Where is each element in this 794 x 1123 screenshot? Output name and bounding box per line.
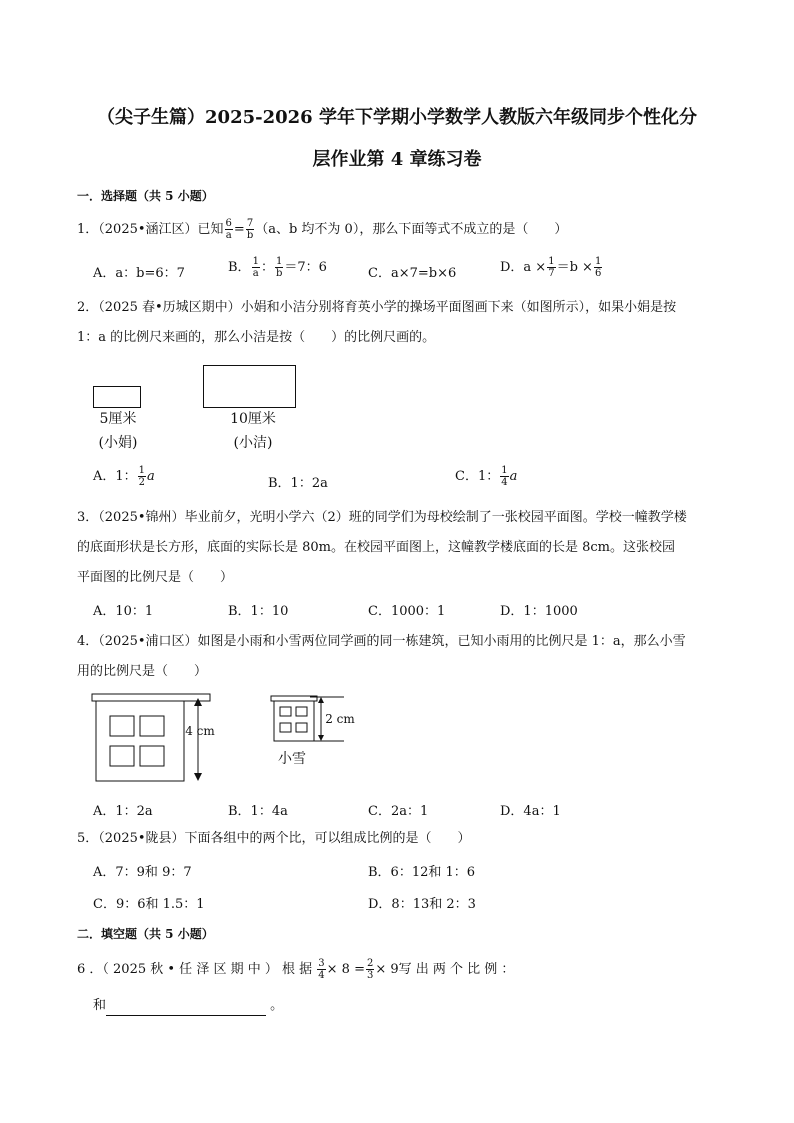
q1-frac-rhs: $\frac{7}{b}$ — [246, 218, 254, 241]
section-choice-heading: 一．选择题（共 5 小题） — [77, 189, 214, 203]
page-title-line1: （尖子生篇）2025-2026 学年下学期小学数学人教版六年级同步个性化分 — [97, 107, 697, 128]
big-window-2 — [140, 716, 164, 736]
figure-xiaojuan-length: 5厘米 — [99, 411, 137, 427]
big-window-1 — [110, 716, 134, 736]
figure-xiaojuan-name: (小娟) — [98, 435, 138, 451]
q1-prefix: 1．（2025•涵江区）已知 — [77, 222, 224, 237]
question-2-line2: 1：a 的比例尺来画的，那么小洁是按（ ）的比例尺画的。 — [77, 330, 436, 345]
q3-option-c[interactable]: C．1000：1 — [368, 604, 446, 619]
q2-option-b[interactable]: B．1：2a — [268, 476, 328, 491]
q4-option-c[interactable]: C．2a：1 — [368, 804, 429, 819]
big-building-body — [96, 701, 184, 781]
page-title-line2: 层作业第 4 章练习卷 — [312, 149, 482, 170]
q1-option-c[interactable]: C．a×7=b×6 — [368, 266, 457, 281]
figure-xiaojie-name: (小洁) — [233, 435, 273, 451]
big-building-height: 4 cm — [185, 724, 215, 738]
question-1: 1．（2025•涵江区）已知 $\frac{6}{a}$ = $\frac{7}{b}$ （a、b 均不为 0），那么下面等式不成立的是（ ） — [77, 218, 568, 241]
question-6-line2: 和 。 — [93, 996, 283, 1016]
question-4-line2: 用的比例尺是（ ） — [77, 664, 208, 679]
figure-xiaojie-rect — [203, 365, 296, 408]
q4-option-a[interactable]: A．1：2a — [93, 804, 153, 819]
q3-option-b[interactable]: B．1：10 — [228, 604, 289, 619]
q3-option-a[interactable]: A．10：1 — [93, 604, 154, 619]
figure-buildings — [88, 690, 368, 790]
question-3-line2: 的底面形状是长方形，底面的实际长是 80m。在校园平面图上，这幢教学楼底面的长是 8cm。这张校园 — [77, 540, 676, 555]
q5-option-b[interactable]: B．6：12和 1：6 — [368, 865, 476, 880]
question-4-line1: 4．（2025•浦口区）如图是小雨和小雪两位同学画的同一栋建筑，已知小雨用的比例尺是 1：a，那么小雪 — [77, 634, 686, 649]
question-3-line1: 3．（2025•锦州）毕业前夕，光明小学六（2）班的同学们为母校绘制了一张校园平面图。学校一幢教学楼 — [77, 510, 687, 525]
q1-frac-lhs: $\frac{6}{a}$ — [225, 218, 232, 241]
figure-xiaojuan-rect — [93, 386, 141, 408]
question-3-line3: 平面图的比例尺是（ ） — [77, 570, 234, 585]
q2-option-c[interactable]: C．1： $\frac{1}{4}$ a — [455, 465, 518, 488]
q1-option-b[interactable]: B． $\frac{1}{a}$ ： $\frac{1}{b}$ ＝7：6 — [228, 256, 327, 279]
q1-option-a[interactable]: A．a：b=6：7 — [93, 266, 185, 281]
question-6-line1: 6 ．（ 2025 秋 • 任 泽 区 期 中 ） 根 据 $\frac{3}{4}$ × 8 = $\frac{2}{3}$ × 9写 出 两 个 比 例 ： — [77, 958, 515, 981]
q5-option-a[interactable]: A．7：9和 9：7 — [93, 865, 192, 880]
q2-option-a[interactable]: A．1： $\frac{1}{2}$ a — [93, 465, 155, 488]
small-building-height: 2 cm — [325, 712, 355, 726]
q5-option-c[interactable]: C．9：6和 1.5：1 — [93, 897, 205, 912]
q4-option-d[interactable]: D．4a：1 — [500, 804, 561, 819]
figure-xiaojie-length: 10厘米 — [230, 411, 276, 427]
q4-option-b[interactable]: B．1：4a — [228, 804, 288, 819]
q1-option-d[interactable]: D．a × $\frac{1}{7}$ ＝b × $\frac{1}{6}$ — [500, 256, 602, 279]
section-fill-heading: 二．填空题（共 5 小题） — [77, 927, 214, 941]
big-window-4 — [140, 746, 164, 766]
q5-option-d[interactable]: D．8：13和 2：3 — [368, 897, 476, 912]
big-building-roof — [92, 694, 210, 701]
q3-option-d[interactable]: D．1：1000 — [500, 604, 578, 619]
q1-suffix: （a、b 均不为 0），那么下面等式不成立的是（ ） — [255, 222, 568, 237]
big-window-3 — [110, 746, 134, 766]
small-building-name: 小雪 — [278, 751, 306, 767]
question-2-line1: 2．（2025 春•历城区期中）小娟和小洁分别将育英小学的操场平面图画下来（如图所示），如果小娟是按 — [77, 300, 677, 315]
question-5: 5．（2025•陇县）下面各组中的两个比，可以组成比例的是（ ） — [77, 831, 471, 846]
q6-answer-blank[interactable] — [106, 1001, 266, 1016]
